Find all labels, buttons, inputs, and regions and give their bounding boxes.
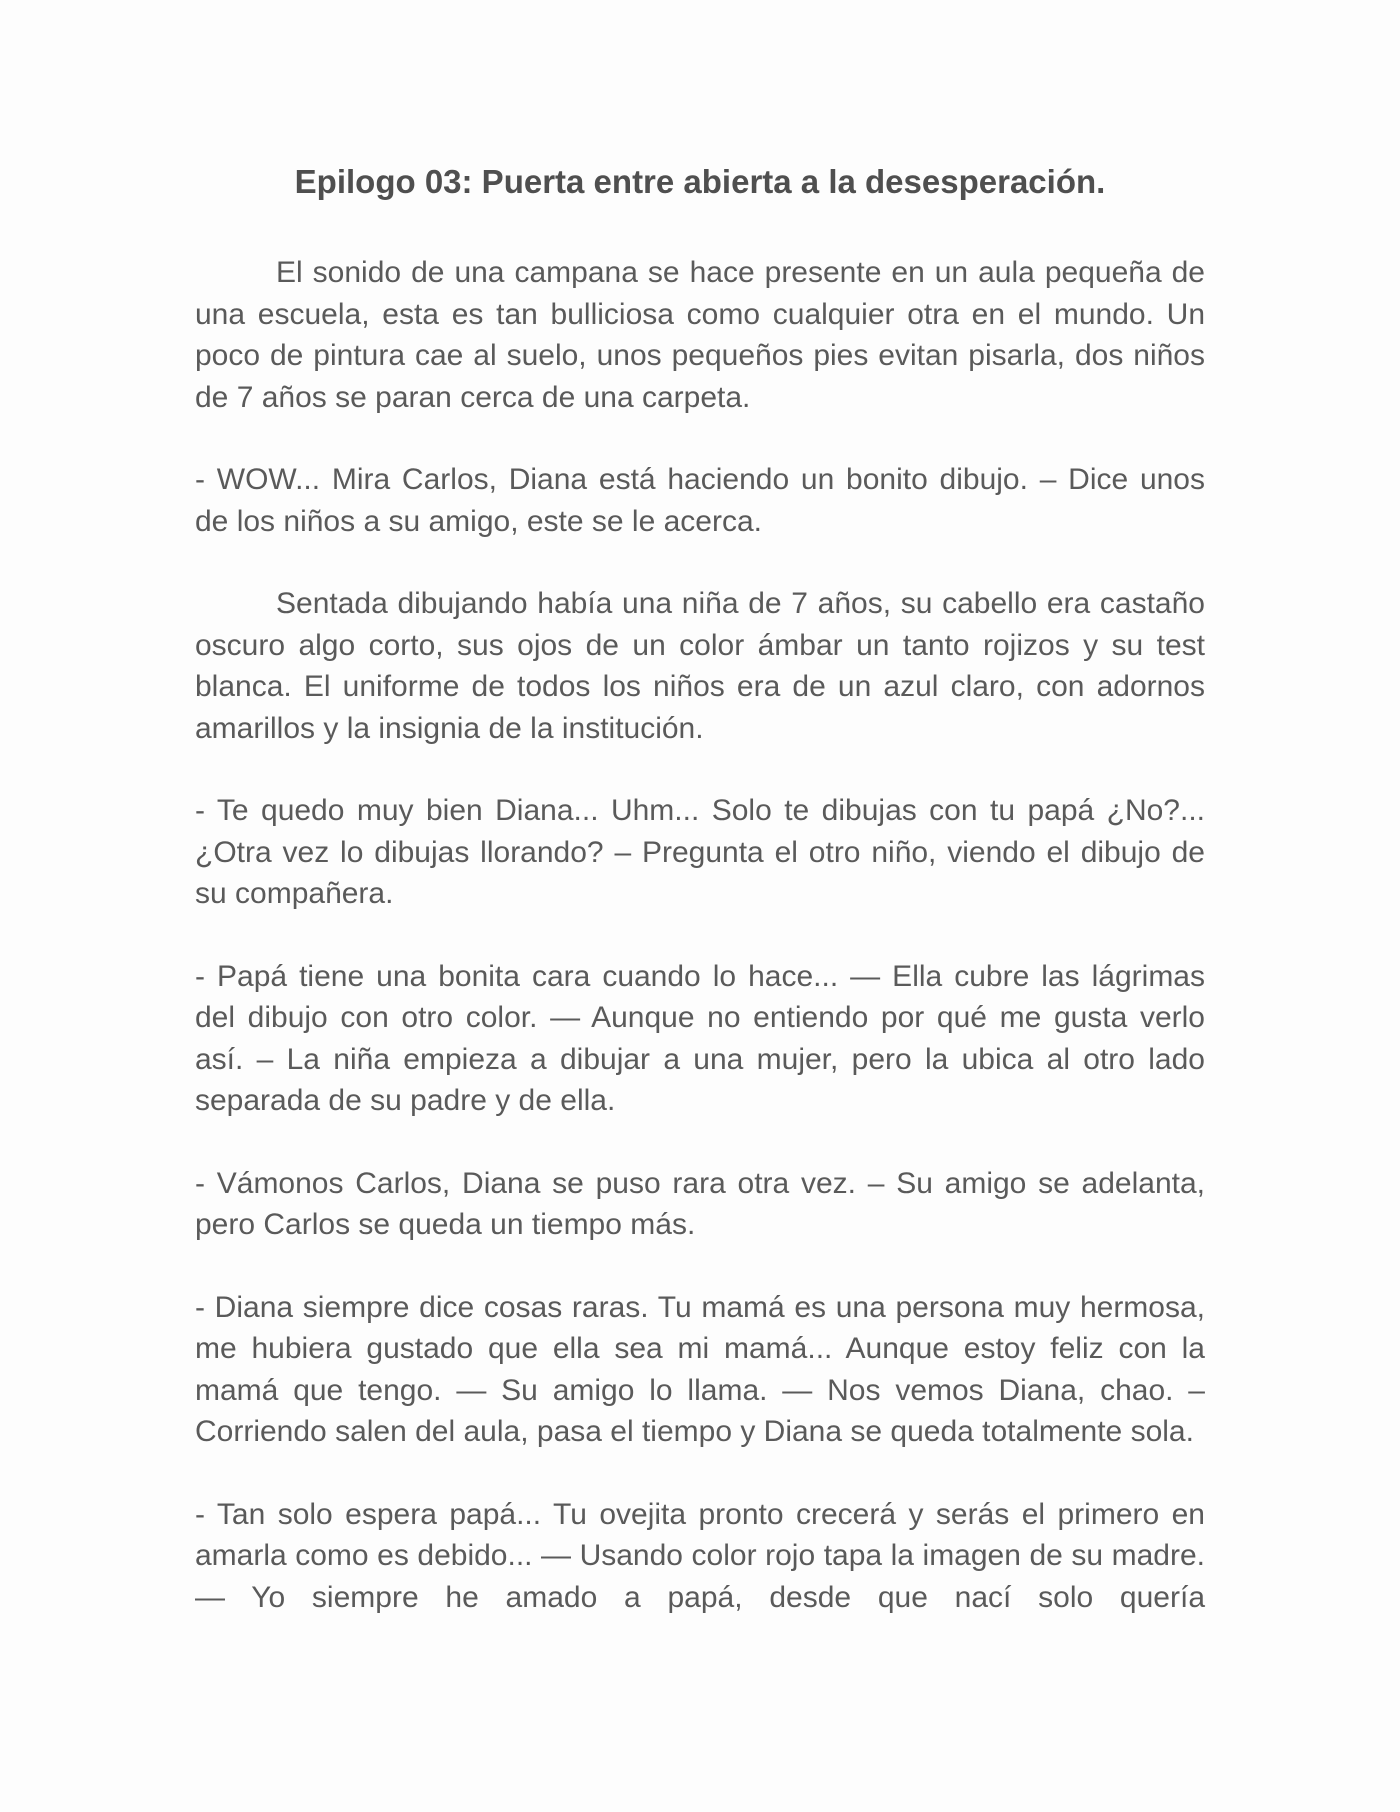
paragraph-2: - WOW... Mira Carlos, Diana está haciendo un bonito dibujo. – Dice unos de los niños a su amigo, este se le acerca. (195, 463, 1205, 538)
chapter-body (195, 252, 1205, 1618)
chapter-title: Epilogo 03: Puerta entre abierta a la desesperación. (294, 163, 1106, 200)
paragraph-5: - Papá tiene una bonita cara cuando lo hace... — Ella cubre las lágrimas del dibujo con otro color. — Aunque no entiendo por qué me gusta verlo así. – La niña empieza a dibujar a una mujer, pero la ubica al otro lado separada de su padre y de ella. (195, 959, 1205, 1117)
paragraph-8: - Tan solo espera papá... Tu ovejita pronto crecerá y serás el primero en amarla como es debido... — Usando color rojo tapa la imagen de su madre. — Yo siempre he amado a papá, desde que nací solo quería (195, 1497, 1205, 1614)
paragraph-4: - Te quedo muy bien Diana... Uhm... Solo te dibujas con tu papá ¿No?... ¿Otra vez lo dibujas llorando? – Pregunta el otro niño, viendo el dibujo de su compañera. (195, 794, 1205, 910)
paragraph-3: Sentada dibujando había una niña de 7 años, su cabello era castaño oscuro algo corto, sus ojos de un color ámbar un tanto rojizos y su test blanca. El uniforme de todos los niños era de un azul claro, con adornos amarillos y la insignia de la institución. (195, 587, 1205, 745)
paragraph-1: El sonido de una campana se hace presente en un aula pequeña de una escuela, esta es tan bulliciosa como cualquier otra en el mundo. Un poco de pintura cae al suelo, unos pequeños pies evitan pisarla, dos niños de 7 años se paran cerca de una carpeta. (195, 256, 1205, 414)
paragraph-6: - Vámonos Carlos, Diana se puso rara otra vez. – Su amigo se adelanta, pero Carlos se queda un tiempo más. (195, 1166, 1205, 1241)
paragraph-7: - Diana siempre dice cosas raras. Tu mamá es una persona muy hermosa, me hubiera gustado que ella sea mi mamá... Aunque estoy feliz con la mamá que tengo. — Su amigo lo llama. — Nos vemos Diana, chao. – Corriendo salen del aula, pasa el tiempo y Diana se queda totalmente sola. (195, 1290, 1205, 1448)
